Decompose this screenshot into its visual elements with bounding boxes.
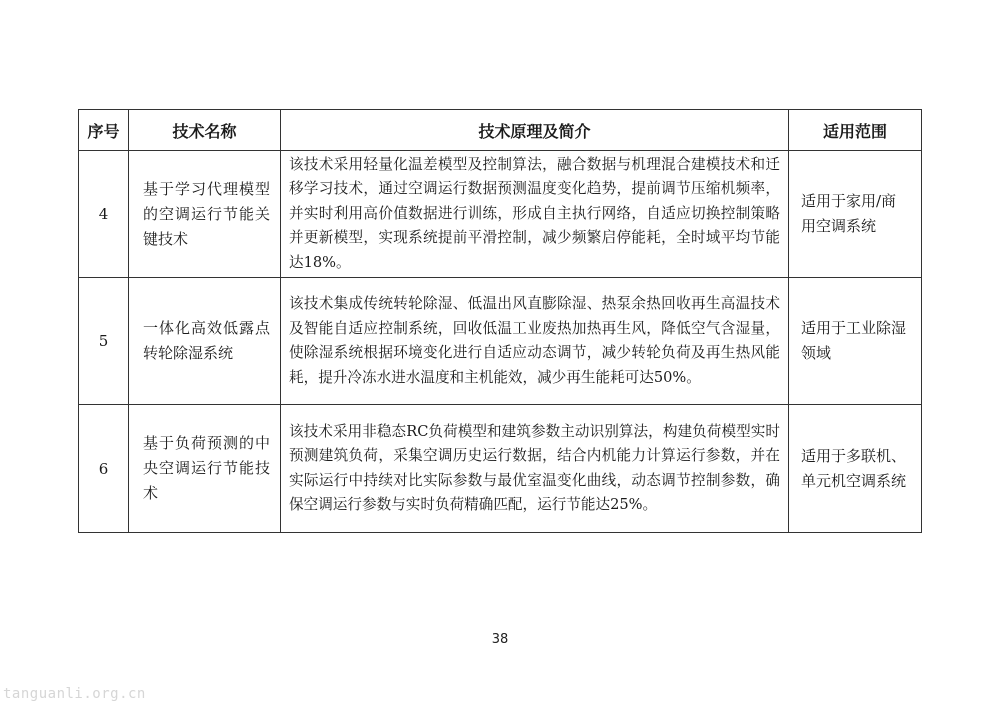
table-row [79,278,922,405]
application-scope: 适用于工业除湿领域 [789,278,922,405]
application-scope: 适用于家用/商用空调系统 [789,151,922,278]
table-header-row [79,110,922,151]
technology-name: 基于负荷预测的中央空调运行节能技术 [129,405,281,533]
header-desc: 技术原理及简介 [281,110,789,151]
technology-name: 基于学习代理模型的空调运行节能关键技术 [129,151,281,278]
header-scope: 适用范围 [789,110,922,151]
row-number: 4 [79,151,129,278]
table-row [79,405,922,533]
application-scope: 适用于多联机、单元机空调系统 [789,405,922,533]
watermark-text: tanguanli.org.cn [3,686,146,702]
technology-description: 该技术采用非稳态RC负荷模型和建筑参数主动识别算法，构建负荷模型实时预测建筑负荷，采集空调历史运行数据，结合内机能力计算运行参数，并在实际运行中持续对比实际参数与最优室温变化曲线，动态调节控制参数，确保空调运行参数与实时负荷精确匹配，运行节能达25%。 [281,405,789,533]
technology-name: 一体化高效低露点转轮除湿系统 [129,278,281,405]
technology-table [78,109,922,533]
technology-description: 该技术采用轻量化温差模型及控制算法，融合数据与机理混合建模技术和迁移学习技术，通过空调运行数据预测温度变化趋势，提前调节压缩机频率，并实时利用高价值数据进行训练，形成自主执行网络，自适应切换控制策略并更新模型，实现系统提前平滑控制，减少频繁启停能耗，全时域平均节能达18%。 [281,151,789,278]
technology-description: 该技术集成传统转轮除湿、低温出风直膨除湿、热泵余热回收再生高温技术及智能自适应控制系统，回收低温工业废热加热再生风，降低空气含湿量，使除湿系统根据环境变化进行自适应动态调节，减少转轮负荷及再生热风能耗，提升冷冻水进水温度和主机能效，减少再生能耗可达50%。 [281,278,789,405]
header-num: 序号 [79,110,129,151]
row-number: 5 [79,278,129,405]
row-number: 6 [79,405,129,533]
header-name: 技术名称 [129,110,281,151]
page-number: 38 [491,632,509,647]
table-row [79,151,922,278]
